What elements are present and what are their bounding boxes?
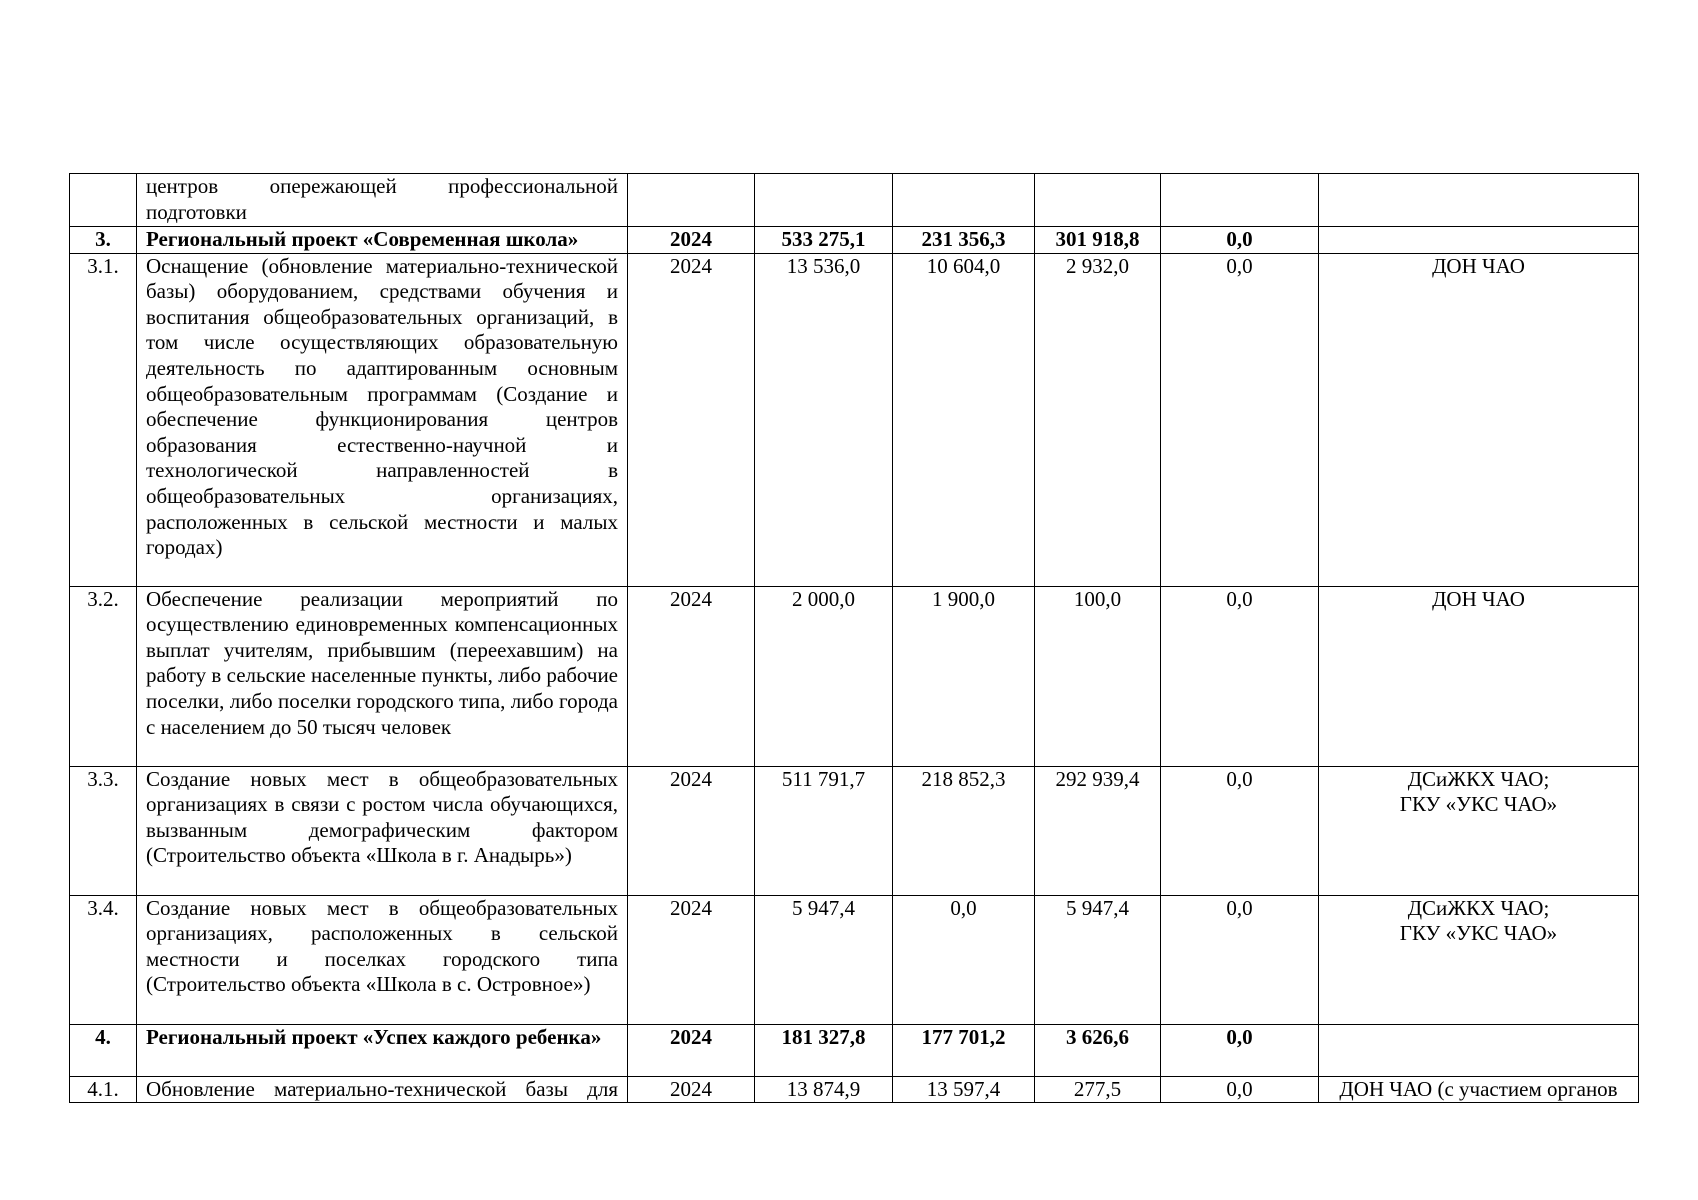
row-executor: ДОН ЧАО [1319, 253, 1639, 586]
row-regional: 5 947,4 [1035, 895, 1161, 1024]
row-local: 0,0 [1161, 253, 1319, 586]
row-local: 0,0 [1161, 1076, 1319, 1103]
table-row-3-2 [70, 586, 1639, 766]
row-total: 181 327,8 [755, 1024, 893, 1076]
row-local: 0,0 [1161, 766, 1319, 895]
row-federal: 218 852,3 [893, 766, 1035, 895]
row-local: 0,0 [1161, 895, 1319, 1024]
row-year: 2024 [628, 895, 755, 1024]
row-total: 5 947,4 [755, 895, 893, 1024]
row-number: 3. [70, 227, 137, 254]
row-total: 13 874,9 [755, 1076, 893, 1103]
row-federal: 0,0 [893, 895, 1035, 1024]
row-regional [1035, 174, 1161, 227]
row-total: 533 275,1 [755, 227, 893, 254]
row-year: 2024 [628, 586, 755, 766]
row-number: 3.4. [70, 895, 137, 1024]
row-local [1161, 174, 1319, 227]
row-name: Обеспечение реализации мероприятий по осуществлению единовременных компенсационных выплат учителям, прибывшим (переехавшим) на работу в сельские населенные пункты, либо рабочие поселки, либо поселки городского типа, либо города с населением до 50 тысяч человек [137, 586, 628, 766]
row-local: 0,0 [1161, 586, 1319, 766]
row-number: 3.1. [70, 253, 137, 586]
row-regional: 277,5 [1035, 1076, 1161, 1103]
row-federal: 231 356,3 [893, 227, 1035, 254]
row-executor [1319, 227, 1639, 254]
row-executor: ДСиЖКХ ЧАО; ГКУ «УКС ЧАО» [1319, 766, 1639, 895]
row-year: 2024 [628, 766, 755, 895]
row-federal: 13 597,4 [893, 1076, 1035, 1103]
row-name: Создание новых мест в общеобразовательных организациях в связи с ростом числа обучающихся, вызванным демографическим фактором (Строительство объекта «Школа в г. Анадырь») [137, 766, 628, 895]
table-row-3-1 [70, 253, 1639, 586]
table-row-3-4 [70, 895, 1639, 1024]
row-number: 3.3. [70, 766, 137, 895]
row-number: 3.2. [70, 586, 137, 766]
budget-table [69, 173, 1639, 1103]
row-number: 4.1. [70, 1076, 137, 1103]
row-local: 0,0 [1161, 1024, 1319, 1076]
row-regional: 100,0 [1035, 586, 1161, 766]
row-name: Обновление материально-технической базы для [137, 1076, 628, 1103]
row-year [628, 174, 755, 227]
row-name [137, 174, 628, 227]
budget-table-body [70, 174, 1639, 1103]
table-row-continuation [70, 174, 1639, 227]
row-regional: 3 626,6 [1035, 1024, 1161, 1076]
row-federal: 10 604,0 [893, 253, 1035, 586]
row-number: 4. [70, 1024, 137, 1076]
row-total: 511 791,7 [755, 766, 893, 895]
row-executor: ДОН ЧАО [1319, 586, 1639, 766]
row-year: 2024 [628, 253, 755, 586]
row-local: 0,0 [1161, 227, 1319, 254]
row-name-text: центров опережающей профессиональной подготовки [146, 174, 618, 224]
row-total: 13 536,0 [755, 253, 893, 586]
row-number [70, 174, 137, 227]
row-year: 2024 [628, 227, 755, 254]
row-name: Региональный проект «Современная школа» [137, 227, 628, 254]
row-total [755, 174, 893, 227]
row-regional: 2 932,0 [1035, 253, 1161, 586]
row-regional: 292 939,4 [1035, 766, 1161, 895]
row-name: Оснащение (обновление материально-технической базы) оборудованием, средствами обучения и воспитания общеобразовательных организаций, в том числе осуществляющих образовательную деятельность по адаптированным основным общеобразовательным программам (Создание и обеспечение функционирования центров образования естественно-научной и технологической направленностей в общеобразовательных организациях, расположенных в сельской местности и малых городах) [137, 253, 628, 586]
row-year: 2024 [628, 1076, 755, 1103]
row-name: Создание новых мест в общеобразовательных организациях, расположенных в сельской местности и поселках городского типа (Строительство объекта «Школа в с. Островное») [137, 895, 628, 1024]
row-executor [1319, 1024, 1639, 1076]
table-row-4-1 [70, 1076, 1639, 1103]
row-name: Региональный проект «Успех каждого ребенка» [137, 1024, 628, 1076]
row-year: 2024 [628, 1024, 755, 1076]
row-executor [1319, 174, 1639, 227]
row-executor: ДСиЖКХ ЧАО; ГКУ «УКС ЧАО» [1319, 895, 1639, 1024]
row-federal: 177 701,2 [893, 1024, 1035, 1076]
row-executor: ДОН ЧАО (с участием органов [1319, 1076, 1639, 1103]
table-row-project-3 [70, 227, 1639, 254]
row-total: 2 000,0 [755, 586, 893, 766]
table-row-3-3 [70, 766, 1639, 895]
row-regional: 301 918,8 [1035, 227, 1161, 254]
row-federal: 1 900,0 [893, 586, 1035, 766]
row-federal [893, 174, 1035, 227]
table-row-project-4 [70, 1024, 1639, 1076]
